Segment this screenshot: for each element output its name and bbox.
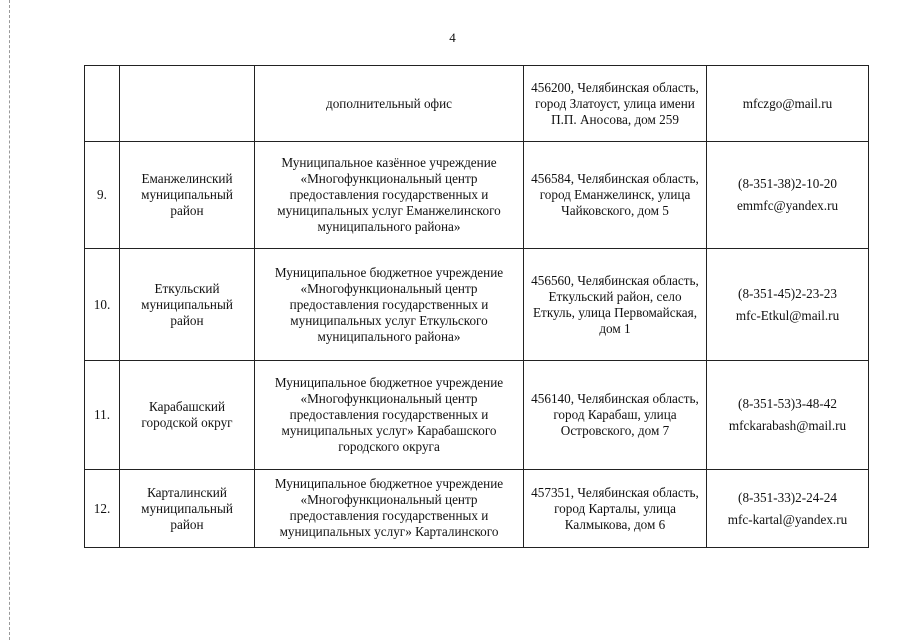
- address: 457351, Челябинская область, город Карталы, улица Калмыкова, дом 6: [524, 470, 707, 548]
- phone: (8-351-33)2-24-24: [738, 489, 837, 505]
- row-number: 9.: [85, 142, 120, 249]
- organization-name: Муниципальное казённое учреждение «Многофункциональный центр предоставления государственных и муниципальных услуг Еманжелинского муниципального района»: [255, 142, 524, 249]
- organization-name: Муниципальное бюджетное учреждение «Многофункциональный центр предоставления государственных и муниципальных услуг» Карталинского: [255, 470, 524, 548]
- row-number: 12.: [85, 470, 120, 548]
- email: mfckarabash@mail.ru: [728, 418, 847, 433]
- row-number: 11.: [85, 361, 120, 470]
- email: mfc-Etkul@mail.ru: [735, 307, 840, 323]
- address: 456584, Челябинская область, город Еманжелинск, улица Чайковского, дом 5: [524, 142, 707, 249]
- phone: (8-351-53)3-48-42: [738, 396, 837, 411]
- phone: (8-351-45)2-23-23: [738, 285, 837, 301]
- email: mfczgo@mail.ru: [742, 95, 833, 111]
- page-edge-line: [9, 0, 10, 640]
- organization-name: дополнительный офис: [255, 66, 524, 142]
- district-name: Еманжелинский муниципальный район: [120, 142, 255, 249]
- organization-name: Муниципальное бюджетное учреждение «Многофункциональный центр предоставления государственных и муниципальных услуг» Карабашского городского округа: [255, 361, 524, 470]
- page-number: 4: [449, 30, 456, 45]
- address: 456560, Челябинская область, Еткульский район, село Еткуль, улица Первомайская, дом 1: [524, 249, 707, 361]
- row-number: [85, 66, 120, 142]
- district-name: Еткульский муниципальный район: [120, 249, 255, 361]
- contacts: [707, 249, 869, 361]
- table-row: [85, 470, 869, 548]
- address: 456200, Челябинская область, город Златоуст, улица имени П.П. Аносова, дом 259: [524, 66, 707, 142]
- district-name: [120, 66, 255, 142]
- organization-name: Муниципальное бюджетное учреждение «Многофункциональный центр предоставления государственных и муниципальных услуг Еткульского муниципального района»: [255, 249, 524, 361]
- contacts: [707, 66, 869, 142]
- table-row: [85, 142, 869, 249]
- district-name: Карталинский муниципальный район: [120, 470, 255, 548]
- email: emmfc@yandex.ru: [736, 198, 839, 213]
- contacts: [707, 470, 869, 548]
- mfc-registry-table: [84, 65, 869, 548]
- table-row: [85, 249, 869, 361]
- phone: (8-351-38)2-10-20: [738, 176, 837, 191]
- contacts: [707, 142, 869, 249]
- table-row: [85, 361, 869, 470]
- table-row: [85, 66, 869, 142]
- contacts: [707, 361, 869, 470]
- address: 456140, Челябинская область, город Карабаш, улица Островского, дом 7: [524, 361, 707, 470]
- row-number: 10.: [85, 249, 120, 361]
- email: mfc-kartal@yandex.ru: [727, 511, 848, 527]
- district-name: Карабашский городской округ: [120, 361, 255, 470]
